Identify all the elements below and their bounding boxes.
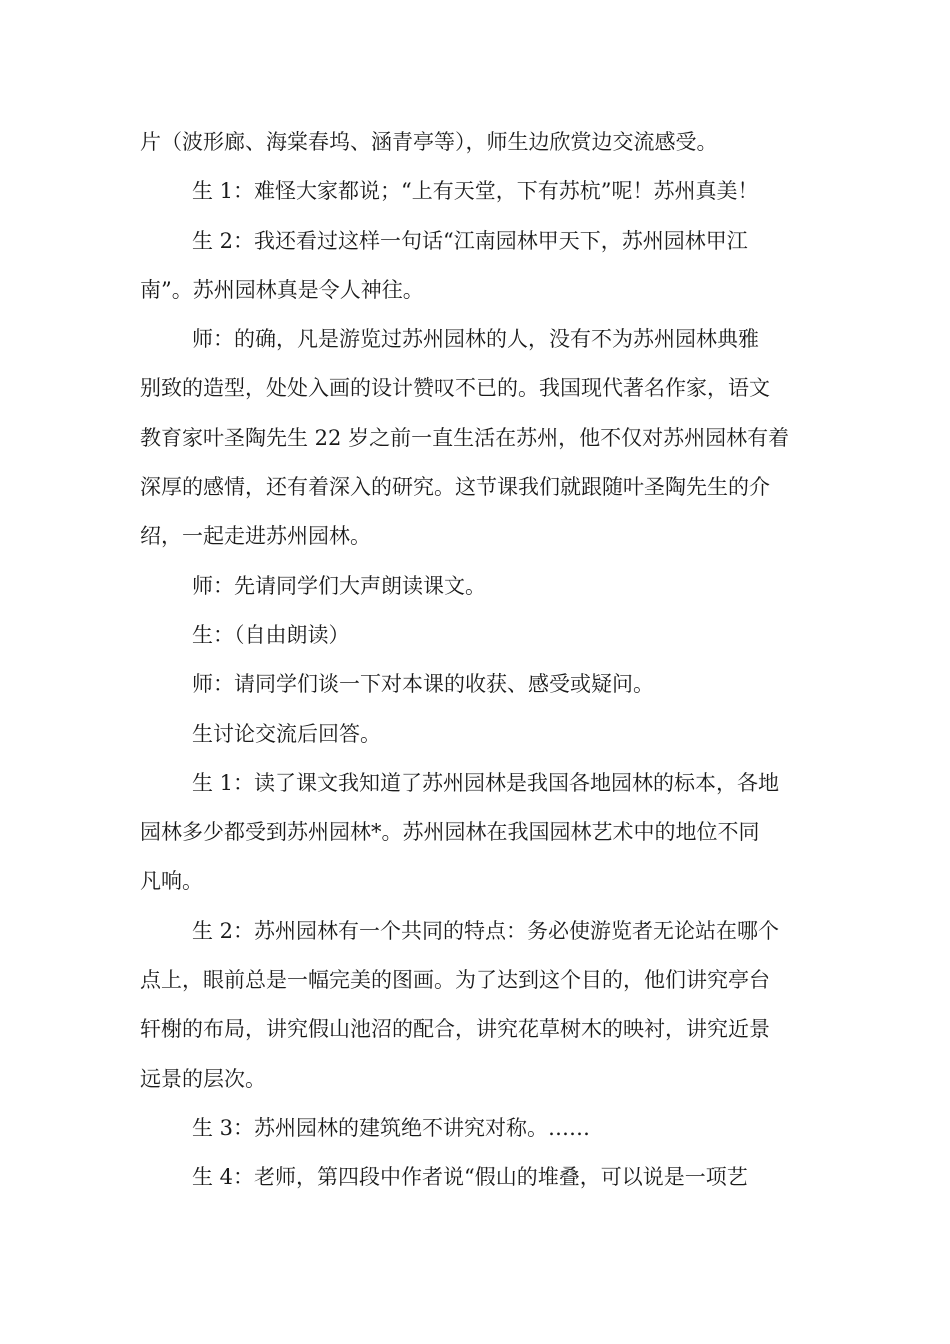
text-line: 远景的层次。 [140, 1066, 266, 1091]
text-line: 生 1：读了课文我知道了苏州园林是我国各地园林的标本，各地 [192, 770, 780, 795]
text-line: 生 3：苏州园林的建筑绝不讲究对称。…… [192, 1115, 591, 1140]
text-line: 园林多少都受到苏州园林*。苏州园林在我国园林艺术中的地位不同 [140, 820, 760, 845]
text-line: 生 1：难怪大家都说；“上有天堂，下有苏杭”呢！苏州真美！ [192, 179, 759, 204]
text-line: 深厚的感情，还有着深入的研究。这节课我们就跟随叶圣陶先生的介 [140, 475, 770, 500]
text-line: 生 2：苏州园林有一个共同的特点：务必使游览者无论站在哪个 [192, 918, 780, 943]
text-line: 南”。苏州园林真是令人神往。 [140, 277, 424, 302]
text-line: 师：先请同学们大声朗读课文。 [192, 573, 486, 598]
text-line: 生 2：我还看过这样一句话“江南园林甲天下，苏州园林甲江 [192, 228, 748, 253]
text-line: 轩榭的布局，讲究假山池沼的配合，讲究花草树木的映衬，讲究近景 [140, 1017, 770, 1042]
text-line: 点上，眼前总是一幅完美的图画。为了达到这个目的，他们讲究亭台 [140, 968, 770, 993]
text-line: 生：（自由朗读） [192, 622, 350, 647]
text-line: 师：请同学们谈一下对本课的收获、感受或疑问。 [192, 672, 654, 697]
document-body [140, 118, 820, 1203]
text-line: 生 4：老师，第四段中作者说“假山的堆叠，可以说是一项艺 [192, 1165, 748, 1190]
text-line: 教育家叶圣陶先生 22 岁之前一直生活在苏州，他不仅对苏州园林有着 [140, 425, 790, 450]
text-line: 片（波形廊、海棠春坞、涵青亭等），师生边欣赏边交流感受。 [140, 130, 718, 154]
text-line: 绍，一起走进苏州园林。 [140, 524, 371, 549]
text-line: 别致的造型，处处入画的设计赞叹不已的。我国现代著名作家，语文 [140, 376, 770, 401]
text-line: 生讨论交流后回答。 [192, 721, 381, 746]
text-line: 师：的确，凡是游览过苏州园林的人，没有不为苏州园林典雅 [192, 327, 759, 352]
text-line: 凡响。 [140, 869, 203, 894]
